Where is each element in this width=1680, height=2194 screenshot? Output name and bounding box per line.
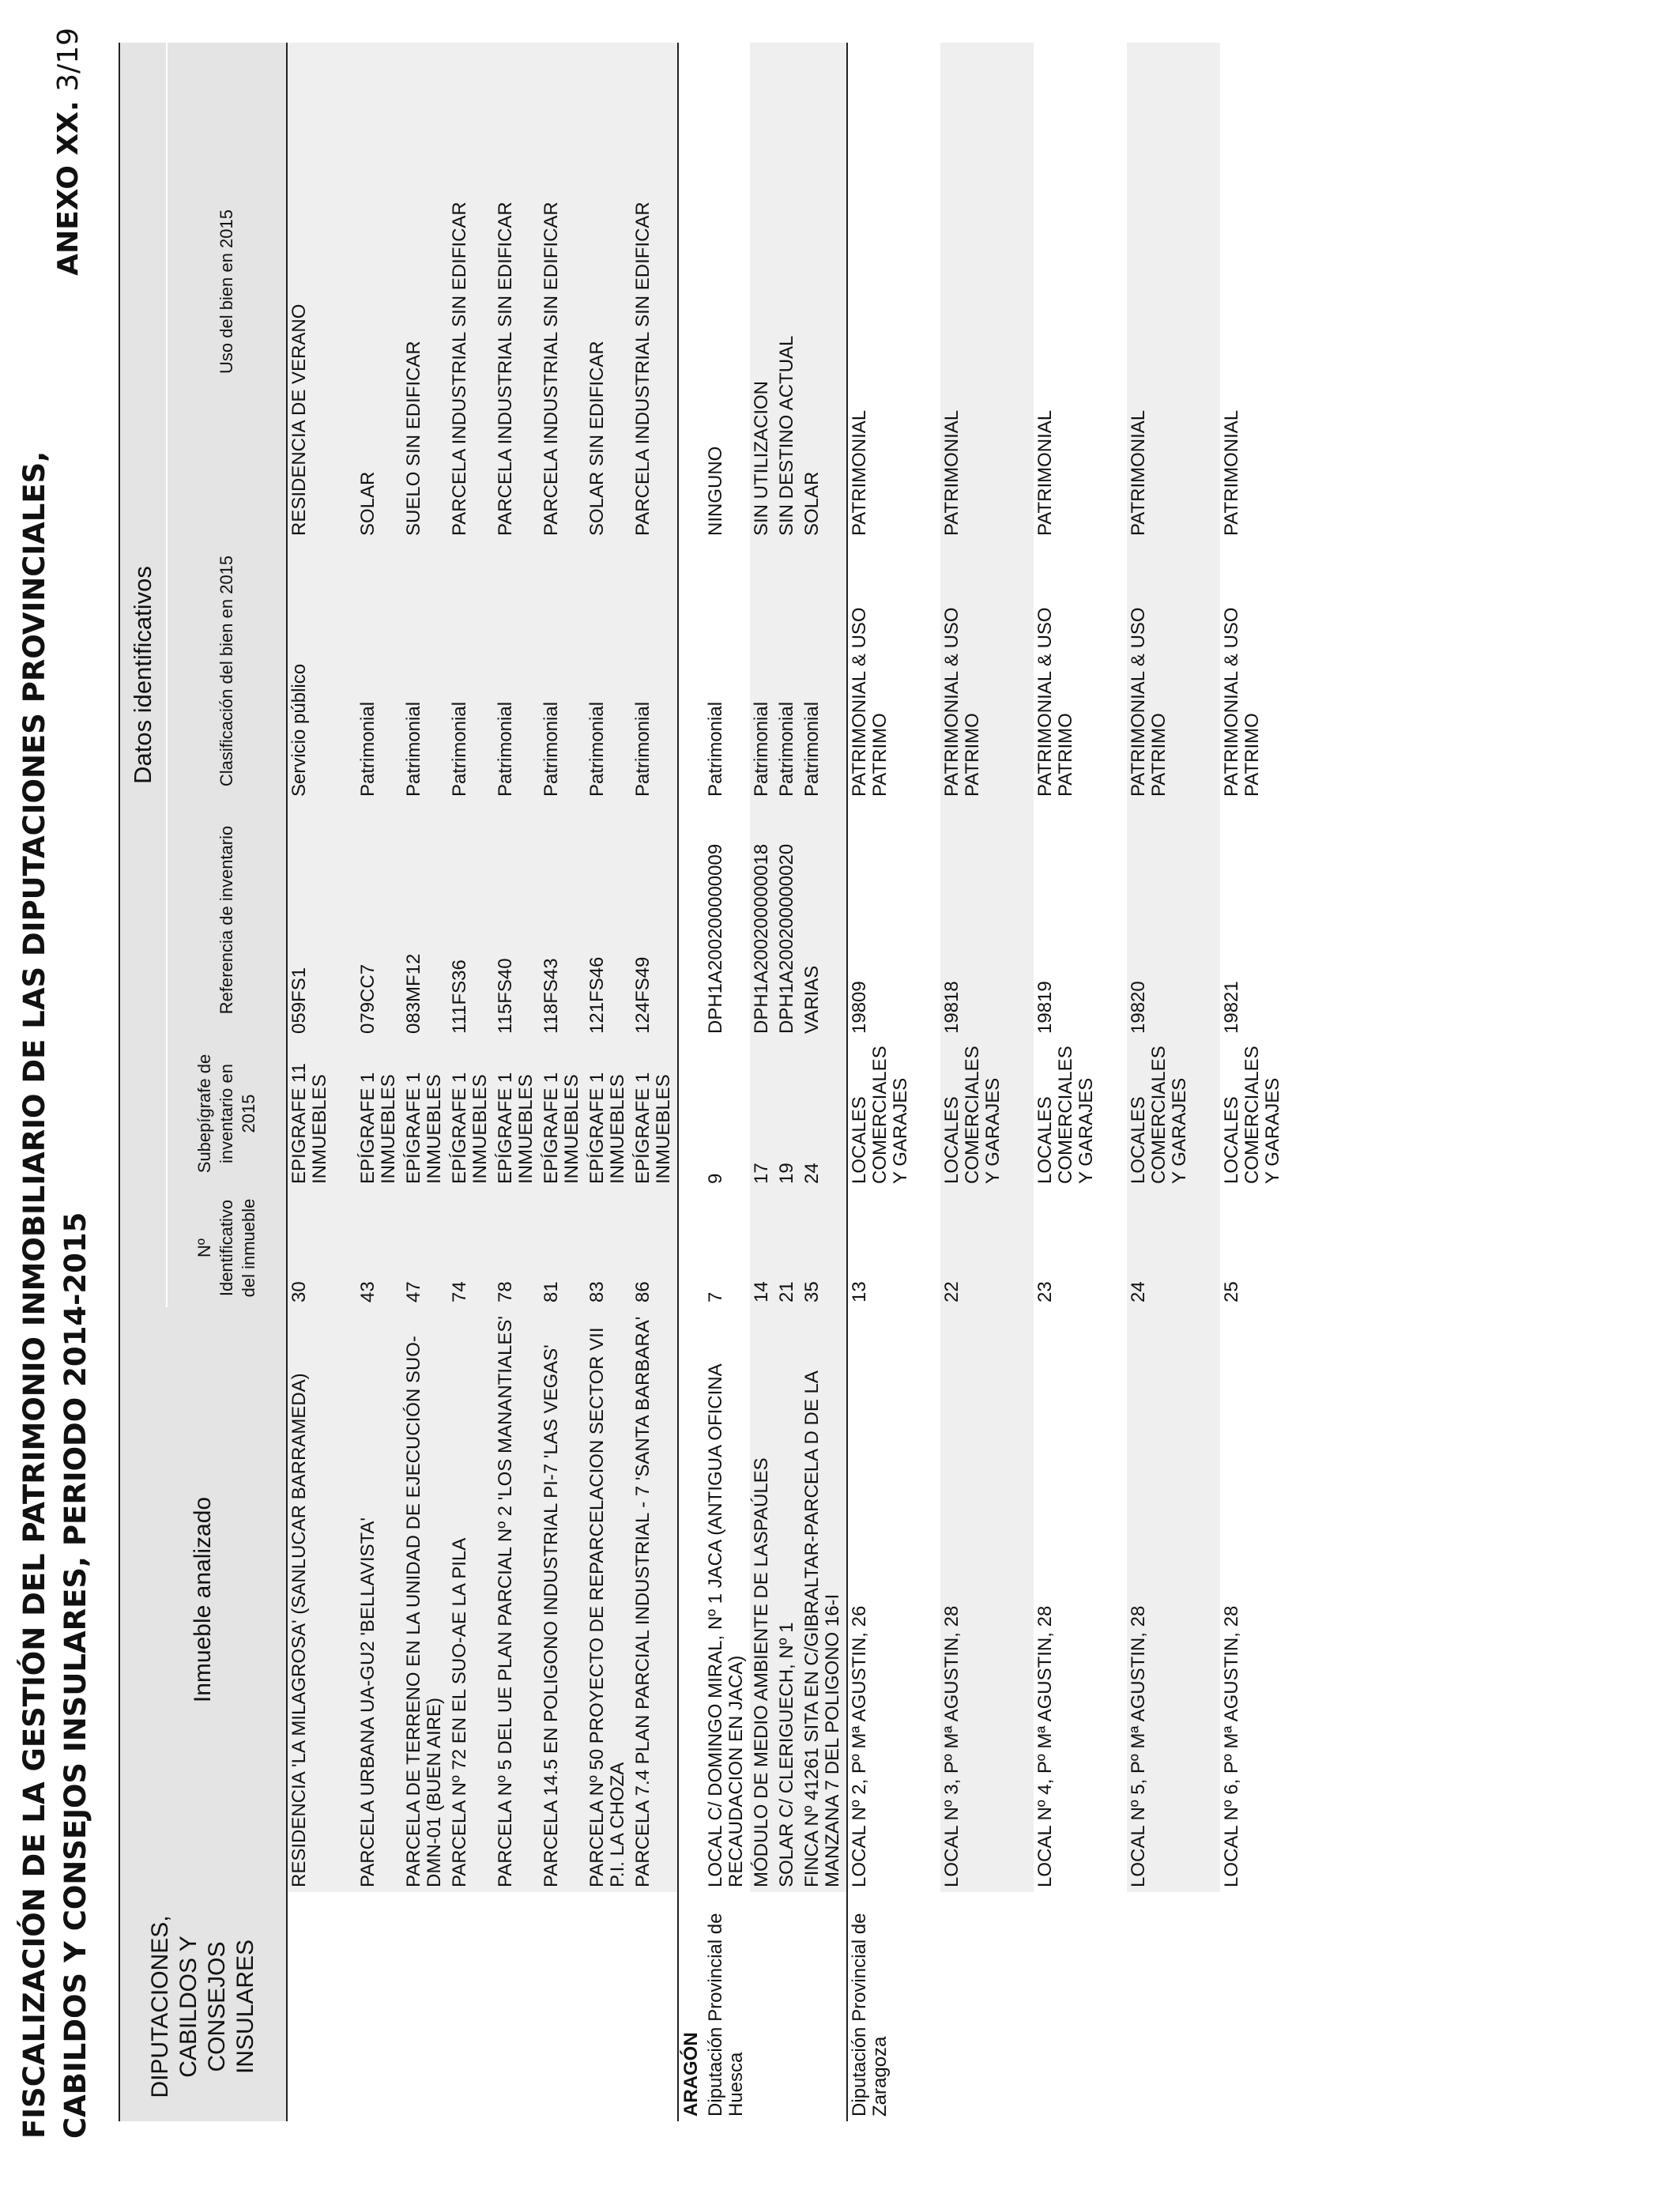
use-cell: SOLAR SIN EDIFICAR — [586, 43, 631, 541]
classification-cell: PATRIMONIAL & USO PATRIMO — [1221, 607, 1263, 797]
table-row — [287, 43, 356, 2121]
classification-cell: Patrimonial — [631, 541, 678, 801]
table-row — [847, 43, 940, 2121]
entity-cell: Diputación Provincial de Huesca — [705, 1913, 747, 2117]
classification-cell: Patrimonial — [540, 541, 586, 801]
property-cell: LOCAL Nº 5, Pº Mª AGUSTIN, 28 — [1127, 1307, 1220, 1892]
entity-cell — [402, 1892, 448, 2121]
use-cell: NINGUNO — [705, 446, 726, 536]
property-cell: LOCAL Nº 2, Pº Mª AGUSTIN, 26 — [847, 1307, 940, 1892]
subepigraph-cell: EPÍGRAFE 1 INMUEBLES — [631, 1039, 678, 1189]
annex-page-number: 3/19 — [52, 28, 85, 92]
property-cell: LOCAL Nº 3, Pº Mª AGUSTIN, 28 — [940, 1307, 1034, 1892]
annex-label — [52, 28, 85, 276]
id-number-cell: 21 — [775, 1189, 800, 1307]
subepigraph-cell: EPÍGRAFE 1 INMUEBLES — [356, 1039, 402, 1189]
table-row — [448, 43, 494, 2121]
inventory-ref-cell: 079CC7 — [356, 801, 402, 1039]
property-table — [119, 43, 1313, 2121]
entity-cell — [940, 1892, 1034, 2121]
use-cell: PATRIMONIAL — [1034, 409, 1056, 536]
entity-cell — [800, 1892, 847, 2121]
subepigraph-cell: EPÍGRAFE 1 INMUEBLES — [494, 1039, 540, 1189]
header-use: Uso del bien en 2015 — [167, 43, 287, 541]
entity-cell — [494, 1892, 540, 2121]
id-number-cell: 23 — [1034, 1281, 1056, 1302]
id-number-cell: 13 — [847, 1189, 940, 1307]
entity-cell — [1034, 1892, 1127, 2121]
inventory-ref-cell: 19820 — [1127, 801, 1220, 1039]
annex-name: ANEXO XX. — [52, 100, 85, 276]
region-label: ARAGÓN — [678, 43, 704, 2121]
use-cell: PATRIMONIAL — [1221, 409, 1242, 536]
subepigraph-cell: 24 — [800, 1039, 847, 1189]
use-cell: SIN DESTINO ACTUAL — [775, 43, 800, 541]
entity-cell — [631, 1892, 678, 2121]
use-cell: PARCELA INDUSTRIAL SIN EDIFICAR — [631, 43, 678, 541]
entity-cell — [1220, 1892, 1313, 2121]
property-cell: LOCAL C/ DOMINGO MIRAL, Nº 1 JACA (ANTIGUA OFICINA RECAUDACION EN JACA) — [705, 1364, 747, 1887]
classification-cell: Servicio público — [287, 541, 356, 801]
subepigraph-cell: LOCALES COMERCIALES Y GARAJES — [1034, 1046, 1097, 1184]
table-row — [402, 43, 448, 2121]
title-line-1: FISCALIZACIÓN DE LA GESTIÓN DEL PATRIMONIO INMOBILIARIO DE LAS DIPUTACIONES PROVINCIALES, — [17, 450, 51, 2139]
header-property: Inmueble analizado — [119, 1307, 287, 1892]
document-title — [14, 451, 96, 2139]
classification-cell: PATRIMONIAL & USO PATRIMO — [1127, 541, 1220, 801]
inventory-ref-cell: 19818 — [940, 801, 1034, 1039]
inventory-ref-cell: 124FS49 — [631, 801, 678, 1039]
inventory-ref-cell: 118FS43 — [540, 801, 586, 1039]
use-cell: SOLAR — [800, 43, 847, 541]
table-row — [800, 43, 847, 2121]
property-cell: LOCAL Nº 4, Pº Mª AGUSTIN, 28 — [1034, 1605, 1056, 1887]
property-cell: RESIDENCIA 'LA MILAGROSA' (SANLUCAR BARRAMEDA) — [287, 1307, 356, 1892]
property-cell: PARCELA Nº 72 EN EL SUO-AE LA PILA — [448, 1307, 494, 1892]
use-cell: PATRIMONIAL — [1127, 43, 1220, 541]
use-cell: SOLAR — [356, 43, 402, 541]
use-cell: PATRIMONIAL — [847, 43, 940, 541]
id-number-cell: 24 — [1127, 1189, 1220, 1307]
entity-cell — [540, 1892, 586, 2121]
use-cell: PARCELA INDUSTRIAL SIN EDIFICAR — [448, 43, 494, 541]
classification-cell: Patrimonial — [775, 541, 800, 801]
inventory-ref-cell: DPH1A200200000020 — [775, 801, 800, 1039]
inventory-ref-cell: DPH1A200200000018 — [750, 801, 775, 1039]
subepigraph-cell: LOCALES COMERCIALES Y GARAJES — [1127, 1039, 1220, 1189]
subepigraph-cell: LOCALES COMERCIALES Y GARAJES — [940, 1039, 1034, 1189]
id-number-cell: 47 — [402, 1189, 448, 1307]
id-number-cell: 7 — [705, 1291, 726, 1302]
use-cell: PARCELA INDUSTRIAL SIN EDIFICAR — [540, 43, 586, 541]
id-number-cell: 14 — [750, 1189, 775, 1307]
id-number-cell: 30 — [287, 1189, 356, 1307]
table-row — [494, 43, 540, 2121]
inventory-ref-cell: VARIAS — [800, 801, 847, 1039]
entity-cell — [1127, 1892, 1220, 2121]
table-row — [540, 43, 586, 2121]
table-body — [287, 43, 1313, 2121]
id-number-cell: 22 — [940, 1189, 1034, 1307]
entity-cell — [356, 1892, 402, 2121]
table-row — [1034, 43, 1127, 2121]
table-row — [631, 43, 678, 2121]
table-row — [775, 43, 800, 2121]
classification-cell: Patrimonial — [494, 541, 540, 801]
classification-cell: Patrimonial — [356, 541, 402, 801]
property-cell: PARCELA 7.4 PLAN PARCIAL INDUSTRIAL - 7 'SANTA BARBARA' — [631, 1307, 678, 1892]
subepigraph-cell: LOCALES COMERCIALES Y GARAJES — [1221, 1046, 1283, 1184]
property-cell: MÓDULO DE MEDIO AMBIENTE DE LASPAÚLES — [750, 1307, 775, 1892]
header-entity: DIPUTACIONES, CABILDOS Y CONSEJOS INSULARES — [119, 1892, 287, 2121]
subepigraph-cell: EPÍGRAFE 1 INMUEBLES — [540, 1039, 586, 1189]
property-cell: PARCELA 14.5 EN POLIGONO INDUSTRIAL PI-7 'LAS VEGAS' — [540, 1307, 586, 1892]
entity-cell — [750, 1892, 775, 2121]
entity-cell: Diputación Provincial de Zaragoza — [847, 1892, 940, 2121]
id-number-cell: 81 — [540, 1189, 586, 1307]
classification-cell: PATRIMONIAL & USO PATRIMO — [847, 541, 940, 801]
property-cell: PARCELA URBANA UA-GU2 'BELLAVISTA' — [356, 1307, 402, 1892]
table-row — [940, 43, 1034, 2121]
classification-cell: PATRIMONIAL & USO PATRIMO — [940, 541, 1034, 801]
property-cell: LOCAL Nº 6, Pº Mª AGUSTIN, 28 — [1221, 1605, 1242, 1887]
classification-cell: Patrimonial — [800, 541, 847, 801]
id-number-cell: 35 — [800, 1189, 847, 1307]
header-group-identificativos: Datos identificativos — [119, 43, 167, 1307]
table-row — [356, 43, 402, 2121]
id-number-cell: 25 — [1221, 1281, 1242, 1302]
table-row — [704, 43, 750, 2121]
subepigraph-cell: 19 — [775, 1039, 800, 1189]
table-row — [750, 43, 775, 2121]
subepigraph-cell: EPÍGRAFE 1 INMUEBLES — [402, 1039, 448, 1189]
inventory-ref-cell: 111FS36 — [448, 801, 494, 1039]
entity-cell — [448, 1892, 494, 2121]
entity-cell — [586, 1892, 631, 2121]
id-number-cell: 43 — [356, 1189, 402, 1307]
subepigraph-cell: EPÍGRAFE 1 INMUEBLES — [586, 1039, 631, 1189]
id-number-cell: 74 — [448, 1189, 494, 1307]
use-cell: SIN UTILIZACION — [750, 43, 775, 541]
table-row — [586, 43, 631, 2121]
property-cell: PARCELA Nº 5 DEL UE PLAN PARCIAL Nº 2 'LOS MANANTIALES' — [494, 1307, 540, 1892]
header-classification: Clasificación del bien en 2015 — [167, 541, 287, 801]
inventory-ref-cell: 19821 — [1221, 981, 1242, 1034]
entity-cell — [287, 1892, 356, 2121]
use-cell: RESIDENCIA DE VERANO — [287, 43, 356, 541]
inventory-ref-cell: 083MF12 — [402, 801, 448, 1039]
table-row — [1220, 43, 1313, 2121]
id-number-cell: 83 — [586, 1189, 631, 1307]
property-cell: PARCELA DE TERRENO EN LA UNIDAD DE EJECUCIÓN SUO-DMN-01 (BUEN AIRE) — [402, 1307, 448, 1892]
inventory-ref-cell: 19819 — [1034, 981, 1056, 1034]
classification-cell: Patrimonial — [402, 541, 448, 801]
subepigraph-cell: LOCALES COMERCIALES Y GARAJES — [847, 1039, 940, 1189]
subepigraph-cell: EPIGRAFE 11 INMUEBLES — [287, 1039, 356, 1189]
header-subepigraph: Subepígrafe de inventario en 2015 — [167, 1039, 287, 1189]
subepigraph-cell: 9 — [705, 1173, 726, 1184]
classification-cell: Patrimonial — [448, 541, 494, 801]
header-id-number: Nº Identificativo del inmueble — [167, 1189, 287, 1307]
use-cell: PARCELA INDUSTRIAL SIN EDIFICAR — [494, 43, 540, 541]
header-inventory-ref: Referencia de inventario — [167, 801, 287, 1039]
use-cell: SUELO SIN EDIFICAR — [402, 43, 448, 541]
classification-cell: Patrimonial — [750, 541, 775, 801]
inventory-ref-cell: 19809 — [847, 801, 940, 1039]
inventory-ref-cell: DPH1A200200000009 — [705, 843, 726, 1034]
id-number-cell: 86 — [631, 1189, 678, 1307]
region-row — [678, 43, 704, 2121]
use-cell: PATRIMONIAL — [940, 43, 1034, 541]
subepigraph-cell: EPÍGRAFE 1 INMUEBLES — [448, 1039, 494, 1189]
inventory-ref-cell: 115FS40 — [494, 801, 540, 1039]
entity-cell — [775, 1892, 800, 2121]
subepigraph-cell: 17 — [750, 1039, 775, 1189]
classification-cell: Patrimonial — [586, 541, 631, 801]
property-cell: FINCA Nº 41261 SITA EN C/GIBRALTAR-PARCELA D DE LA MANZANA 7 DEL POLIGONO 16-I — [800, 1307, 847, 1892]
property-cell: PARCELA Nº 50 PROYECTO DE REPARCELACION SECTOR VII P.I. LA CHOZA — [586, 1307, 631, 1892]
classification-cell: PATRIMONIAL & USO PATRIMO — [1034, 607, 1076, 797]
inventory-ref-cell: 121FS46 — [586, 801, 631, 1039]
title-line-2: CABILDOS Y CONSEJOS INSULARES, PERIODO 2014-2015 — [58, 1212, 92, 2139]
property-cell: SOLAR C/ CLERIGUECH, Nº 1 — [775, 1307, 800, 1892]
classification-cell: Patrimonial — [705, 701, 726, 797]
table-row — [1127, 43, 1220, 2121]
inventory-ref-cell: 059FS1 — [287, 801, 356, 1039]
id-number-cell: 78 — [494, 1189, 540, 1307]
